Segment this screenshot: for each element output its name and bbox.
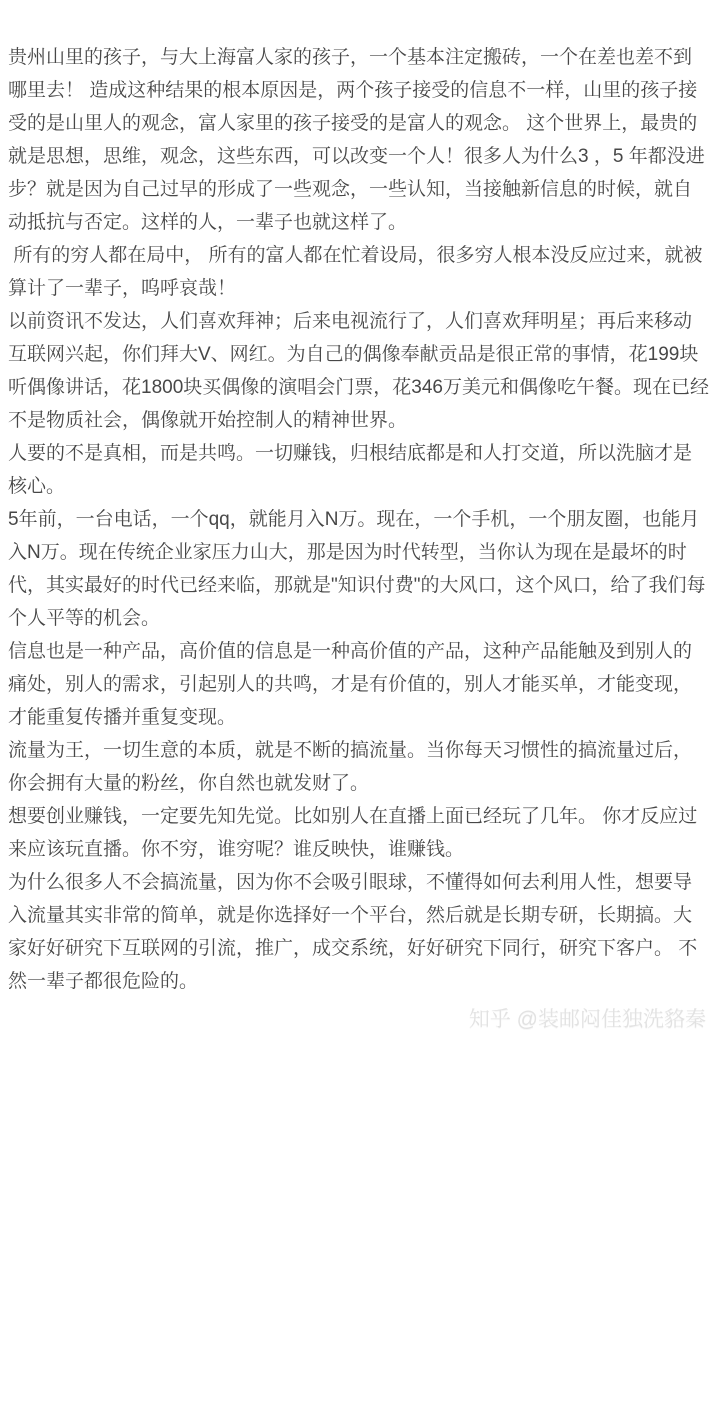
paragraph-2: 所有的穷人都在局中， 所有的富人都在忙着设局，很多穷人根本没反应过来，就被算计了一辈子，呜呼哀哉！	[8, 245, 703, 299]
paragraph-8: 想要创业赚钱，一定要先知先觉。比如别人在直播上面已经玩了几年。 你才反应过 来应该玩直播。你不穷，谁穷呢？谁反映快，谁赚钱。	[8, 806, 703, 860]
paragraph-1: 贵州山里的孩子，与大上海富人家的孩子，一个基本注定搬砖，一个在差也差不到哪里去！ 造成这种结果的根本原因是，两个孩子接受的信息不一样，山里的孩子接受的是山里人的观念，富人家里的孩子接受的是富人的观念。 这个世界上，最贵的就是思想，思维，观念，这些东西，可以改变一个人！很多人为什么3 ，5 年都没进步？就是因为自己过早的形成了一些观念，一些认知，当接触新信息的时候，就自动抵抗与否定。这样的人，一辈子也就这样了。	[8, 47, 705, 233]
paragraph-9: 为什么很多人不会搞流量，因为你不会吸引眼球，不懂得如何去利用人性，想要导入流量其实非常的简单，就是你选择好一个平台，然后就是长期专研，长期搞。大家好好研究下互联网的引流，推广，成交系统，好好研究下同行，研究下客户。 不然一辈子都很危险的。	[8, 872, 698, 992]
paragraph-4: 人要的不是真相，而是共鸣。一切赚钱，归根结底都是和人打交道，所以洗脑才是核心。	[8, 443, 693, 497]
zhihu-watermark: 知乎 @装邮闷佳独洗貉秦	[468, 1008, 706, 1031]
paragraph-6: 信息也是一种产品，高价值的信息是一种高价值的产品，这种产品能触及到别人的痛处，别人的需求，引起别人的共鸣，才是有价值的，别人才能买单，才能变现，才能重复传播并重复变现。	[8, 641, 693, 728]
article-body	[8, 41, 710, 1035]
paragraph-3: 以前资讯不发达，人们喜欢拜神；后来电视流行了，人们喜欢拜明星；再后来移动互联网兴起，你们拜大V、网红。为自己的偶像奉献贡品是很正常的事情，花199块听偶像讲话，花1800块买偶像的演唱会门票，花346万美元和偶像吃午餐。现在已经不是物质社会，偶像就开始控制人的精神世界。	[8, 311, 709, 431]
paragraph-7: 流量为王，一切生意的本质，就是不断的搞流量。当你每天习惯性的搞流量过后，你会拥有大量的粉丝，你自然也就发财了。	[8, 740, 693, 794]
paragraph-5: 5年前，一台电话，一个qq，就能月入N万。现在，一个手机，一个朋友圈，也能月入N万。现在传统企业家压力山大，那是因为时代转型，当你认为现在是最坏的时代，其实最好的时代已经来临，那就是"知识付费"的大风口，这个风口，给了我们每个人平等的机会。	[8, 509, 706, 629]
